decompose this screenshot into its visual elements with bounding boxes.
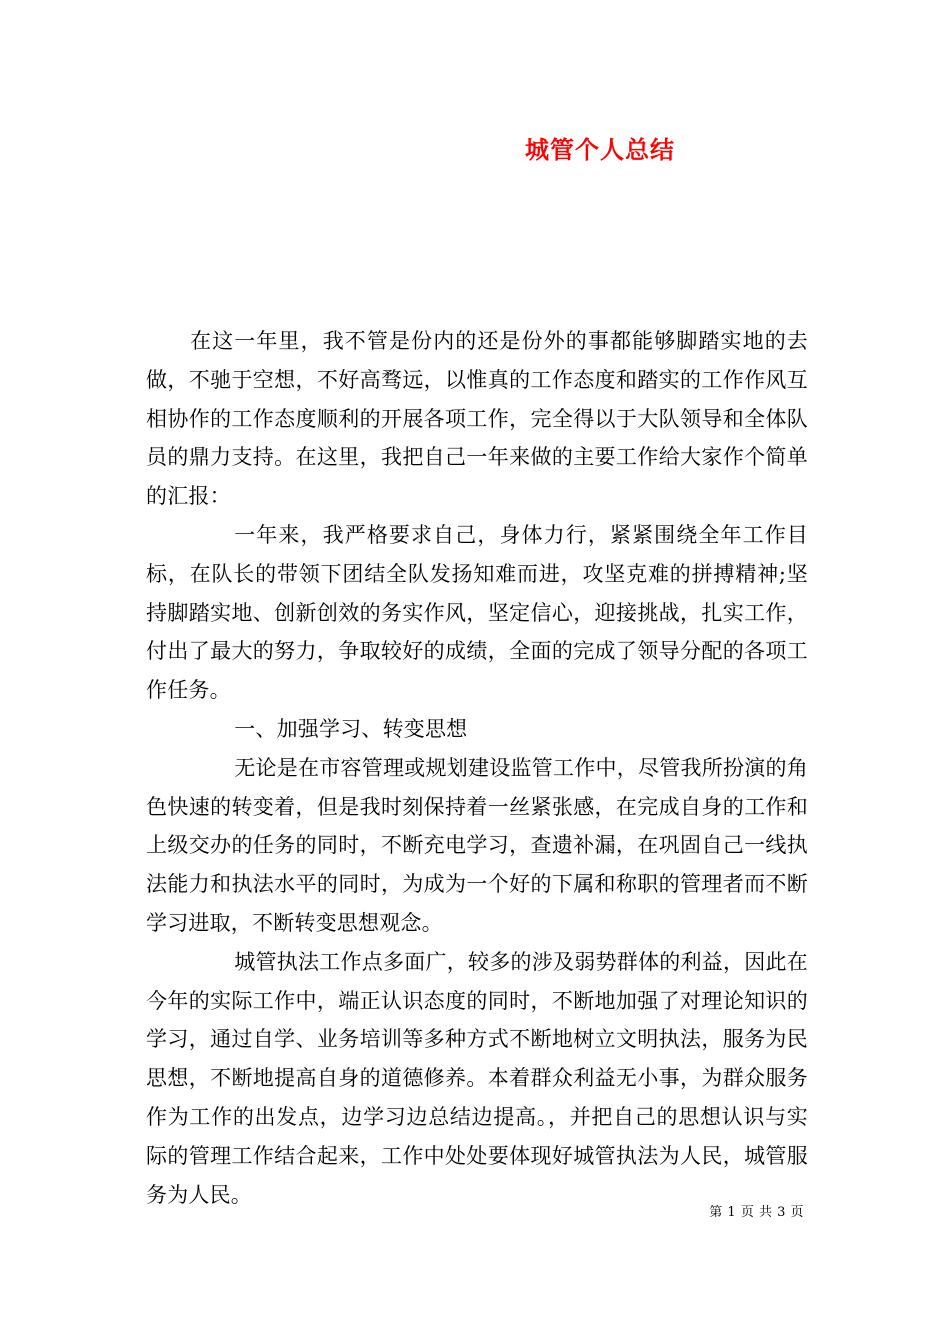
- paragraph-summary: 一年来，我严格要求自己，身体力行，紧紧围绕全年工作目标，在队长的带领下团结全队发扬知难而进，攻坚克难的拼搏精神;坚持脚踏实地、创新创效的务实作风，坚定信心，迎接挑战，扎实工作，付出了最大的努力，争取较好的成绩，全面的完成了领导分配的各项工作任务。: [146, 522, 808, 703]
- section-heading-study: 一、加强学习、转变思想: [234, 716, 468, 741]
- document-body: [146, 322, 808, 1214]
- document-title: 城管个人总结: [525, 135, 675, 164]
- paragraph-study-2: 城管执法工作点多面广，较多的涉及弱势群体的利益，因此在今年的实际工作中，端正认识态度的同时，不断地加强了对理论知识的学习，通过自学、业务培训等多种方式不断地树立文明执法，服务为民思想，不断地提高自身的道德修养。本着群众利益无小事，为群众服务作为工作的出发点，边学习边总结边提高。，并把自己的思想认识与实际的管理工作结合起来，工作中处处要体现好城管执法为人民，城管服务为人民。: [146, 949, 808, 1207]
- page-number-footer: 第 1 页 共 3 页: [709, 1205, 804, 1220]
- paragraph-intro: 在这一年里，我不管是份内的还是份外的事都能够脚踏实地的去做，不驰于空想，不好高骛远，以惟真的工作态度和踏实的工作作风互相协作的工作态度顺利的开展各项工作，完全得以于大队领导和全体队员的鼎力支持。在这里，我把自己一年来做的主要工作给大家作个简单的汇报：: [146, 329, 808, 509]
- paragraph-study-1: 无论是在市容管理或规划建设监管工作中，尽管我所扮演的角色快速的转变着，但是我时刻保持着一丝紧张感，在完成自身的工作和上级交办的任务的同时，不断充电学习，查遗补漏，在巩固自己一线执法能力和执法水平的同时，为成为一个好的下属和称职的管理者而不断学习进取，不断转变思想观念。: [146, 755, 808, 935]
